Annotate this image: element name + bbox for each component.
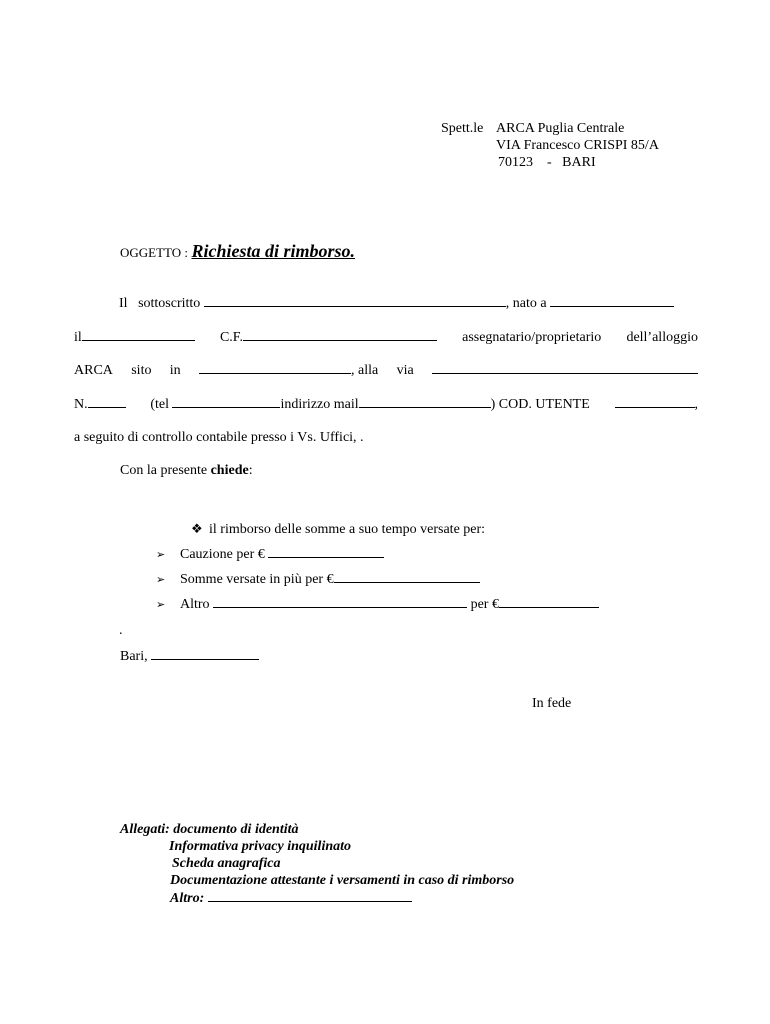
via-label: via xyxy=(396,363,414,378)
body-il-date: il xyxy=(74,330,82,345)
town-field[interactable] xyxy=(199,361,351,374)
subject-title: Richiesta di rimborso. xyxy=(191,241,356,261)
recipient-separator: - xyxy=(547,155,552,170)
subject-label: OGGETTO : xyxy=(120,245,189,260)
user-code-field[interactable] xyxy=(615,395,695,408)
body-nato-a: , nato a xyxy=(505,296,547,311)
line-4-end: , xyxy=(694,397,698,412)
n-label: N. xyxy=(74,397,88,412)
diamond-bullet-icon: ❖ xyxy=(191,521,203,536)
cauzione-label: Cauzione per € xyxy=(180,547,265,562)
recipient-address: VIA Francesco CRISPI 85/A xyxy=(496,138,659,153)
signature-label: In fede xyxy=(532,696,572,711)
somme-amount-field[interactable] xyxy=(334,570,480,583)
body-line-3 xyxy=(74,361,698,379)
body-line-1 xyxy=(119,294,674,312)
date-field[interactable] xyxy=(151,647,259,660)
bullet-main-text: il rimborso delle somme a suo tempo versate per: xyxy=(209,522,486,537)
recipient-prefix: Spett.le xyxy=(441,121,484,136)
attachment-item: documento di identità xyxy=(173,822,299,837)
attachment-altro-label: Altro: xyxy=(170,891,205,906)
altro-label: Altro xyxy=(180,597,210,612)
altro-per-label: per € xyxy=(470,597,499,612)
attachments-label: Allegati: xyxy=(120,822,170,837)
date-place-label: Bari, xyxy=(120,649,148,664)
birthdate-group xyxy=(74,328,195,346)
cf-field[interactable] xyxy=(243,328,437,341)
name-field[interactable] xyxy=(204,294,506,307)
chiede-prefix: Con la presente xyxy=(120,463,211,478)
chiede-line xyxy=(120,462,253,479)
date-line xyxy=(120,647,259,665)
cod-utente-label: ) COD. UTENTE xyxy=(490,397,590,412)
mail-label: indirizzo mail xyxy=(280,397,359,412)
tel-label: (tel xyxy=(150,397,169,412)
bullet-item-altro xyxy=(156,595,599,614)
altro-amount-field[interactable] xyxy=(499,595,599,608)
cf-label: C.F. xyxy=(219,330,243,345)
chiede-colon: : xyxy=(248,463,253,478)
recipient-city-line xyxy=(498,154,596,171)
subject-line xyxy=(120,243,355,262)
bullet-item-somme xyxy=(156,570,480,589)
body-il: Il xyxy=(119,296,128,311)
assegnatario-label: assegnatario/proprietario xyxy=(462,330,602,345)
arca-label: ARCA xyxy=(74,363,113,378)
body-line-4 xyxy=(74,395,698,413)
recipient-city: BARI xyxy=(562,155,596,170)
bullet-main xyxy=(191,520,485,538)
body-sottoscritto: sottoscritto xyxy=(138,296,201,311)
tel-group xyxy=(150,395,589,413)
attachment-altro-field[interactable] xyxy=(208,889,412,902)
attachments-line-1 xyxy=(120,821,299,838)
attachment-item: Documentazione attestante i versamenti in caso di rimborso xyxy=(170,873,515,888)
in-label: in xyxy=(169,363,181,378)
arrow-bullet-icon: ➢ xyxy=(156,549,166,561)
body-line-5: a seguito di controllo contabile presso i Vs. Uffici, . xyxy=(74,430,364,445)
attachment-item: Scheda anagrafica xyxy=(172,856,281,871)
attachment-item: Informativa privacy inquilinato xyxy=(169,839,352,854)
cod-group xyxy=(615,395,699,413)
phone-field[interactable] xyxy=(172,395,280,408)
stray-dot: . xyxy=(119,623,123,638)
attachment-altro-line xyxy=(170,889,412,907)
bullet-item-cauzione xyxy=(156,545,384,564)
sito-label: sito xyxy=(131,363,152,378)
birthplace-field[interactable] xyxy=(550,294,674,307)
number-group xyxy=(74,395,126,413)
street-field[interactable] xyxy=(432,361,698,374)
altro-description-field[interactable] xyxy=(213,595,467,608)
cf-group xyxy=(220,328,437,346)
recipient-name: ARCA Puglia Centrale xyxy=(496,121,625,136)
birthdate-field[interactable] xyxy=(82,328,195,341)
recipient-cap: 70123 xyxy=(498,155,533,170)
town-group xyxy=(199,361,378,379)
alloggio-label: dell’alloggio xyxy=(626,330,698,345)
arrow-bullet-icon: ➢ xyxy=(156,574,166,586)
arrow-bullet-icon: ➢ xyxy=(156,599,166,611)
cauzione-amount-field[interactable] xyxy=(268,545,384,558)
number-field[interactable] xyxy=(88,395,126,408)
chiede-word: chiede xyxy=(210,463,249,478)
body-line-2 xyxy=(74,328,698,346)
somme-label: Somme versate in più per € xyxy=(180,572,334,587)
alla-label: , alla xyxy=(351,363,379,378)
email-field[interactable] xyxy=(359,395,491,408)
